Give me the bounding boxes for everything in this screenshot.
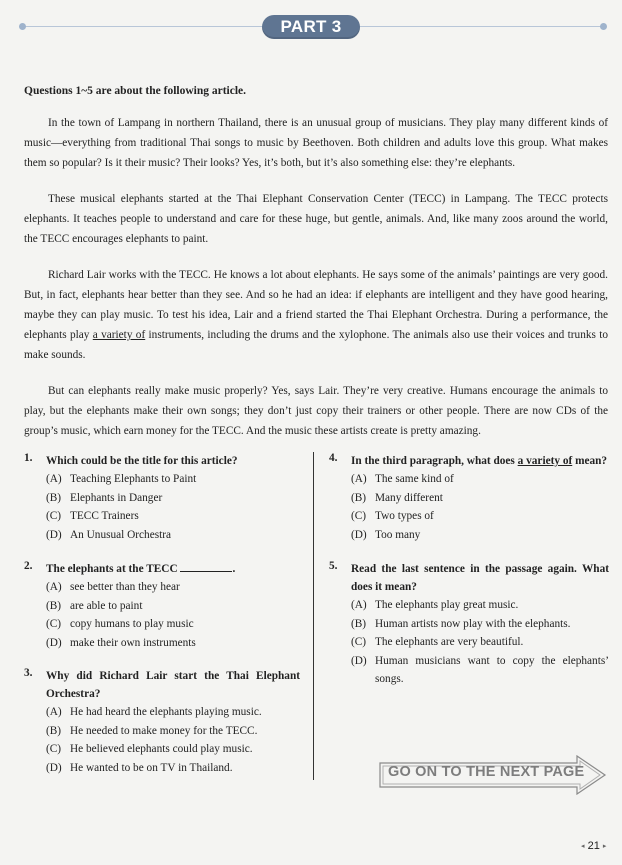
answer-option[interactable] bbox=[351, 596, 609, 615]
question-1 bbox=[24, 452, 304, 544]
answer-option[interactable] bbox=[351, 633, 609, 652]
question-stem: Which could be the title for this article? bbox=[46, 455, 238, 467]
question-number: 5. bbox=[329, 560, 338, 572]
question-stem bbox=[351, 452, 609, 470]
option-text: copy humans to play music bbox=[70, 618, 194, 630]
answer-option[interactable] bbox=[351, 615, 609, 634]
underlined-phrase: a variety of bbox=[92, 329, 146, 341]
question-5 bbox=[329, 560, 609, 689]
header-rule-left bbox=[22, 26, 268, 27]
page-number bbox=[581, 840, 606, 852]
question-stem: Read the last sentence in the passage again. What does it mean? bbox=[351, 563, 609, 593]
article-paragraph-3 bbox=[24, 265, 608, 365]
question-number: 2. bbox=[24, 560, 33, 572]
question-4 bbox=[329, 452, 609, 544]
option-text: He had heard the elephants playing music. bbox=[70, 706, 262, 718]
option-text: Human artists now play with the elephants. bbox=[375, 617, 571, 630]
option-letter: (B) bbox=[46, 599, 62, 612]
answer-option[interactable] bbox=[46, 507, 304, 526]
option-text: Many different bbox=[375, 491, 443, 504]
answer-option[interactable] bbox=[46, 615, 304, 634]
paragraph-3-text-before: Richard Lair works with the TECC. He knows a lot about elephants. He says some of the animals’ paintings are very good. But, in fact, elephants hear better than they see. And so he had an idea: if elephants are intelligent and they have good hearing, maybe they can play music. To test his idea, Lair and a friend started the Thai Elephant Orchestra. During a performance, the elephants play bbox=[24, 269, 608, 341]
column-divider bbox=[313, 452, 314, 780]
question-3 bbox=[24, 667, 300, 777]
article bbox=[24, 113, 608, 457]
stem-text-before: In the third paragraph, what does bbox=[351, 455, 518, 467]
page-number-value: 21 bbox=[587, 840, 600, 852]
option-letter: (B) bbox=[351, 617, 367, 630]
answer-option[interactable] bbox=[46, 489, 304, 508]
option-text: Elephants in Danger bbox=[70, 491, 163, 504]
part-badge: PART 3 bbox=[262, 15, 360, 39]
option-letter: (C) bbox=[351, 510, 367, 522]
answer-option[interactable] bbox=[351, 507, 609, 526]
underlined-phrase: a variety of bbox=[517, 455, 573, 467]
page-left-arrow-icon: ◂ bbox=[581, 843, 585, 850]
option-letter: (A) bbox=[351, 599, 367, 611]
option-letter: (D) bbox=[351, 528, 367, 541]
answer-option[interactable] bbox=[46, 722, 300, 741]
answer-option[interactable] bbox=[351, 470, 609, 489]
fill-in-blank bbox=[180, 561, 232, 572]
question-stem bbox=[46, 560, 304, 578]
page-right-arrow-icon: ▸ bbox=[602, 843, 607, 850]
option-text: He believed elephants could play music. bbox=[70, 743, 253, 755]
answer-option[interactable] bbox=[46, 526, 304, 545]
answer-option[interactable] bbox=[46, 759, 300, 778]
article-paragraph-4: But can elephants really make music properly? Yes, says Lair. They’re very creative. Humans encourage the animals to play, but the elephants make their own songs; they don’t just copy their trainers or other people. There are now CDs of the group’s music, which earn money for the TECC. And the music these artists create is pretty amazing. bbox=[24, 385, 608, 437]
option-text: are able to paint bbox=[70, 599, 143, 612]
question-2 bbox=[24, 560, 304, 652]
option-text: The same kind of bbox=[375, 473, 454, 485]
option-letter: (B) bbox=[46, 491, 62, 504]
answer-option[interactable] bbox=[46, 597, 304, 616]
option-text: Human musicians want to copy the elephants’ songs. bbox=[375, 654, 609, 685]
option-letter: (D) bbox=[351, 654, 367, 667]
option-letter: (B) bbox=[46, 724, 62, 737]
answer-option[interactable] bbox=[46, 634, 304, 653]
answer-option[interactable] bbox=[46, 740, 300, 759]
answer-option[interactable] bbox=[46, 703, 300, 722]
option-text: The elephants are very beautiful. bbox=[375, 636, 524, 648]
answer-option[interactable] bbox=[46, 470, 304, 489]
option-text: The elephants play great music. bbox=[375, 599, 519, 611]
option-letter: (C) bbox=[46, 743, 62, 755]
article-paragraph-2: These musical elephants started at the Thai Elephant Conservation Center (TECC) in Lampang. The TECC protects elephants. It teaches people to understand and care for these huge, but gentle, animals. And, like many zoos around the world, the TECC encourages elephants to paint. bbox=[24, 193, 608, 245]
article-paragraph-1: In the town of Lampang in northern Thailand, there is an unusual group of musicians. They play many different kinds of music—everything from traditional Thai songs to music by Beethoven. Both children and adults love this group. What makes them so popular? Is it their music? Their looks? Yes, it’s both, but it’s also something else: they’re elephants. bbox=[24, 117, 608, 169]
header-dot-left bbox=[19, 23, 26, 30]
option-text: TECC Trainers bbox=[70, 510, 139, 522]
option-letter: (A) bbox=[46, 581, 62, 593]
stem-text-after: . bbox=[232, 563, 236, 575]
answer-option[interactable] bbox=[351, 526, 609, 545]
option-text: He needed to make money for the TECC. bbox=[70, 724, 258, 737]
question-stem: Why did Richard Lair start the Thai Elephant Orchestra? bbox=[46, 670, 300, 700]
option-letter: (A) bbox=[46, 473, 62, 485]
option-letter: (D) bbox=[46, 761, 62, 774]
option-text: Too many bbox=[375, 528, 421, 541]
header-dot-right bbox=[600, 23, 607, 30]
option-letter: (C) bbox=[46, 510, 62, 522]
questions-intro: Questions 1~5 are about the following article. bbox=[24, 85, 247, 97]
option-text: Teaching Elephants to Paint bbox=[70, 473, 197, 485]
question-number: 4. bbox=[329, 452, 338, 464]
stem-text-after: mean? bbox=[572, 455, 608, 467]
answer-option[interactable] bbox=[46, 578, 304, 597]
option-text: Two types of bbox=[375, 510, 434, 522]
answer-option[interactable] bbox=[351, 489, 609, 508]
option-text: see better than they hear bbox=[70, 581, 180, 593]
option-text: He wanted to be on TV in Thailand. bbox=[70, 761, 233, 774]
go-on-label: GO ON TO THE NEXT PAGE bbox=[388, 764, 585, 780]
option-letter: (C) bbox=[351, 636, 367, 648]
option-letter: (A) bbox=[351, 473, 367, 485]
go-on-next-page-arrow[interactable] bbox=[379, 755, 607, 795]
option-letter: (D) bbox=[46, 528, 62, 541]
header-rule-right bbox=[358, 26, 604, 27]
question-number: 3. bbox=[24, 667, 33, 679]
option-letter: (C) bbox=[46, 618, 62, 630]
question-number: 1. bbox=[24, 452, 33, 464]
stem-text-before: The elephants at the TECC bbox=[46, 563, 181, 575]
paragraph-3-text-after: instruments, including the drums and the xylophone. The animals also use their voices and trunks to make sounds. bbox=[24, 329, 608, 361]
option-text: make their own instruments bbox=[70, 636, 196, 649]
option-letter: (A) bbox=[46, 706, 62, 718]
option-text: An Unusual Orchestra bbox=[70, 528, 172, 541]
option-letter: (D) bbox=[46, 636, 62, 649]
option-letter: (B) bbox=[351, 491, 367, 504]
answer-option[interactable] bbox=[351, 652, 609, 689]
